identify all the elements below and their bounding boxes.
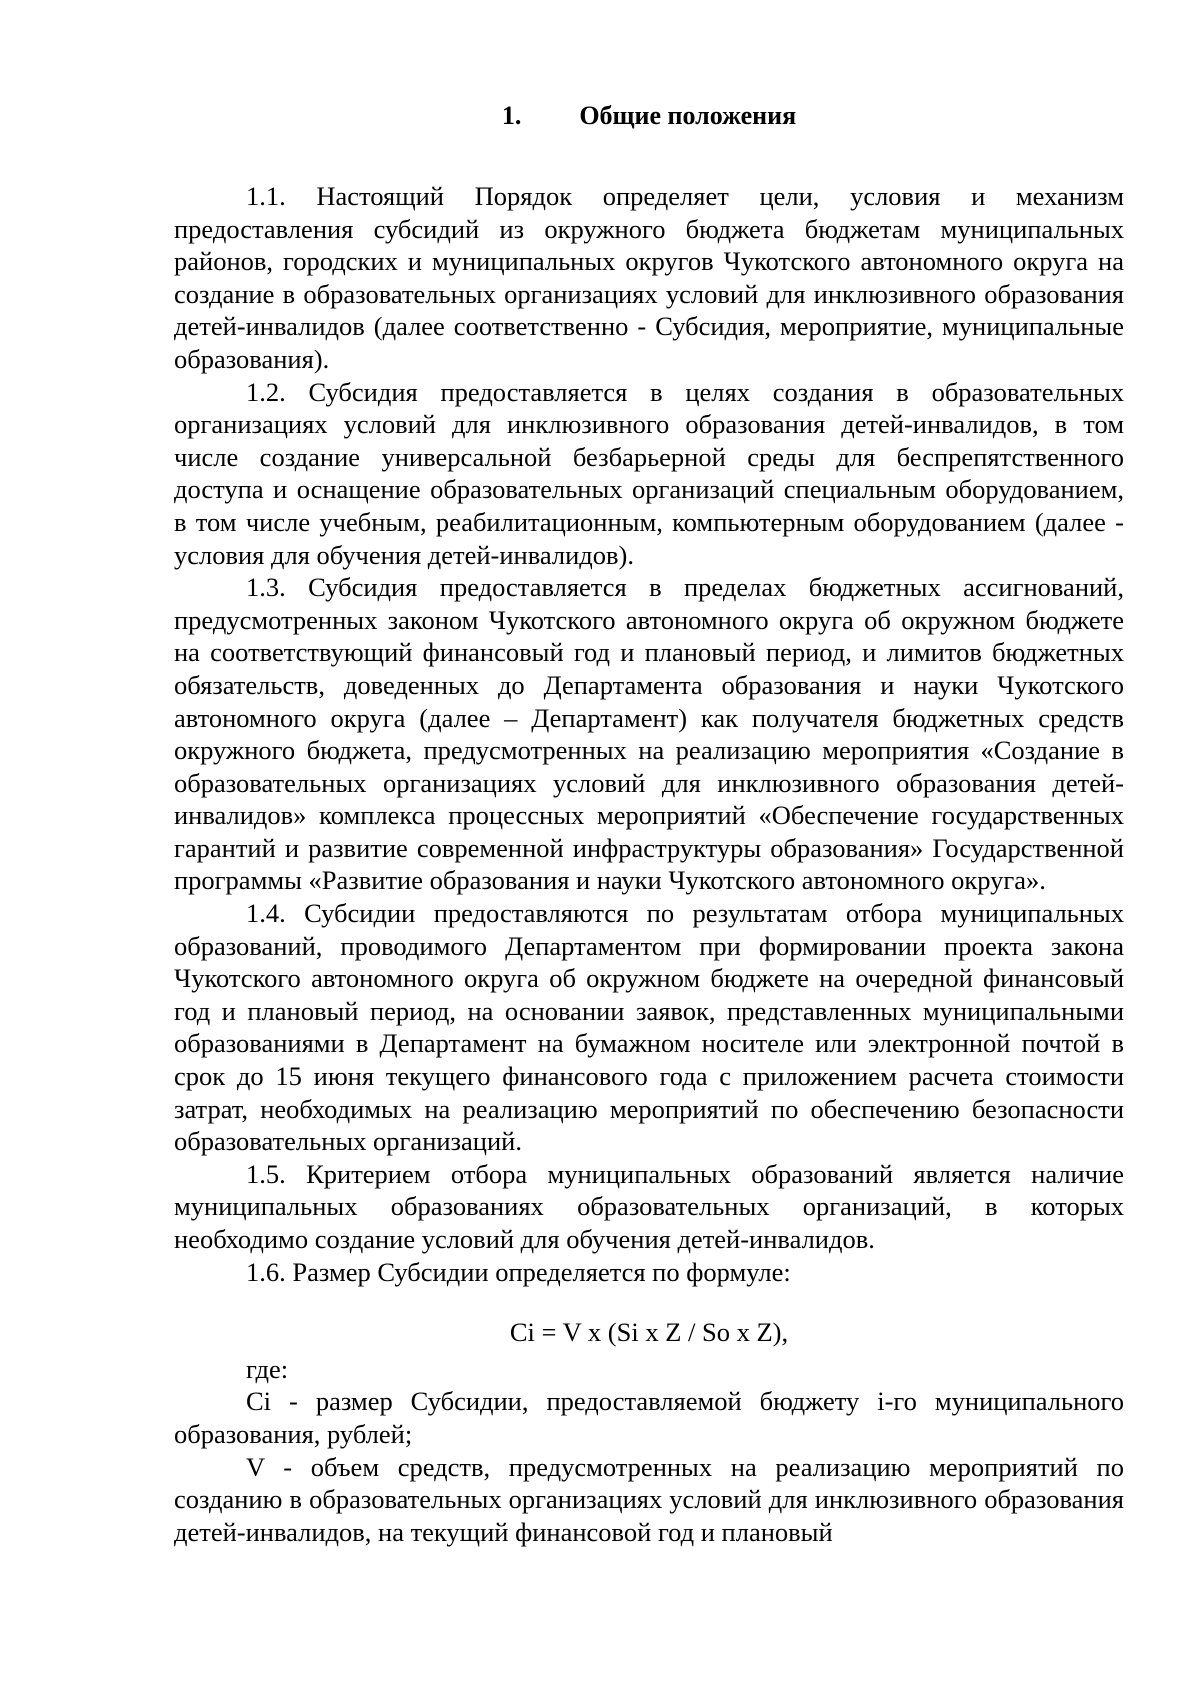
section-title: Общие положения — [579, 101, 797, 130]
paragraph-1-3: 1.3. Субсидия предоставляется в пределах бюджетных ассигнований, предусмотренных законом Чукотского автономного округа об окружном бюджете на соответствующий финансовый год и плановый период, и лимитов бюджетных обязательств, доведенных до Департамента образования и науки Чукотского автономного округа (далее – Департамент) как получателя бюджетных средств окружного бюджета, предусмотренных на реализацию мероприятия «Создание в образовательных организациях условий для инклюзивного образования детей-инвалидов» комплекса процессных мероприятий «Обеспечение государственных гарантий и развитие современной инфраструктуры образования» Государственной программы «Развитие образования и науки Чукотского автономного округа». — [174, 572, 1124, 896]
definition-v: V - объем средств, предусмотренных на реализацию мероприятий по созданию в образовательных организациях условий для инклюзивного образования детей-инвалидов, на текущий финансовой год и плановый — [174, 1451, 1124, 1547]
document-page — [174, 100, 1124, 1548]
paragraph-1-4: 1.4. Субсидии предоставляются по результатам отбора муниципальных образований, проводимого Департаментом при формировании проекта закона Чукотского автономного округа об окружном бюджете на очередной финансовый год и плановый период, на основании заявок, представленных муниципальными образованиями в Департамент на бумажном носителе или электронной почтой в срок до 15 июня текущего финансового года с приложением расчета стоимости затрат, необходимых на реализацию мероприятий по обеспечению безопасности образовательных организаций. — [174, 898, 1124, 1157]
definition-ci: Ci - размер Субсидии, предоставляемой бюджету i-го муниципального образования, рублей; — [174, 1386, 1124, 1449]
paragraph-1-6: 1.6. Размер Субсидии определяется по формуле: — [246, 1256, 791, 1287]
paragraph-1-2: 1.2. Субсидия предоставляется в целях создания в образовательных организациях условий для инклюзивного образования детей-инвалидов, в том числе создание универсальной безбарьерной среды для беспрепятственного доступа и оснащение образовательных организаций специальным оборудованием, в том числе учебным, реабилитационным, компьютерным оборудованием (далее - условия для обучения детей-инвалидов). — [174, 376, 1124, 570]
subsidy-formula: Ci = V x (Si x Z / So x Z), — [509, 1317, 789, 1348]
paragraph-1-5: 1.5. Критерием отбора муниципальных образований является наличие муниципальных образованиях образовательных организаций, в которых необходимо создание условий для обучения детей-инвалидов. — [174, 1158, 1124, 1254]
where-label: где: — [246, 1353, 289, 1384]
paragraph-1-1: 1.1. Настоящий Порядок определяет цели, условия и механизм предоставления субсидий из окружного бюджета бюджетам муниципальных районов, городских и муниципальных округов Чукотского автономного округа на создание в образовательных организациях условий для инклюзивного образования детей-инвалидов (далее соответственно - Субсидия, мероприятие, муниципальные образования). — [174, 181, 1124, 374]
section-number: 1. — [501, 101, 522, 130]
section-heading — [174, 100, 1124, 132]
